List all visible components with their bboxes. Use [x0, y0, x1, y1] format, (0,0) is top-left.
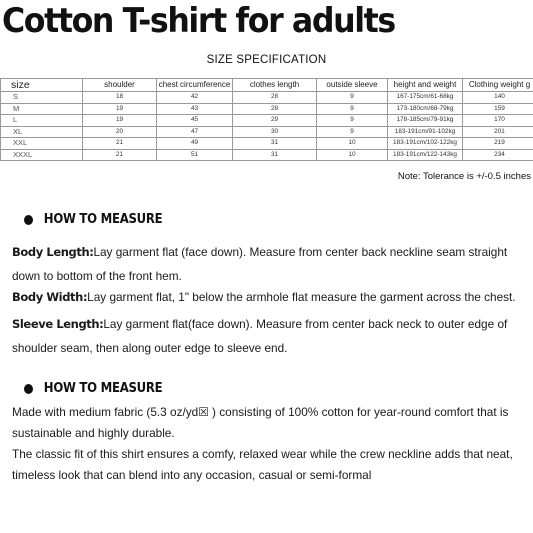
body-width-text: Lay garment flat, 1" below the armhole flat measure the garment across the chest.	[87, 290, 516, 304]
table-cell: 170	[463, 115, 533, 127]
table-cell: 28	[233, 103, 317, 115]
table-cell: 9	[317, 115, 388, 127]
table-cell: 30	[233, 126, 317, 138]
table-cell: 140	[463, 92, 533, 104]
table-cell: 19	[83, 115, 157, 127]
size-table	[0, 78, 533, 161]
bullet-icon	[24, 384, 33, 394]
sleeve-length-text: Lay garment flat(face down). Measure from center back neck to outer edge of shoulder seam, then along outer edge to sleeve end.	[12, 317, 508, 355]
table-cell: 183-191cm/102-122kg	[388, 138, 463, 150]
body-length-label: Body Length:	[12, 245, 94, 259]
table-cell: 10	[317, 138, 388, 150]
table-cell: L	[1, 115, 83, 127]
table-cell: XL	[1, 126, 83, 138]
table-cell: 20	[83, 126, 157, 138]
table-cell: 183-191cm/91-102kg	[388, 126, 463, 138]
table-cell: 9	[317, 92, 388, 104]
table-cell: 9	[317, 103, 388, 115]
table-cell: 159	[463, 103, 533, 115]
how-to-measure-heading	[24, 212, 162, 227]
details-heading	[24, 381, 162, 396]
fit-paragraph: The classic fit of this shirt ensures a comfy, relaxed wear while the crew neckline adds that neat, timeless look that can blend into any occasion, casual or semi-formal	[12, 447, 513, 482]
table-cell: 28	[233, 92, 317, 104]
table-cell: 21	[83, 149, 157, 161]
bullet-icon	[24, 215, 33, 225]
table-cell: 234	[463, 149, 533, 161]
sleeve-length-instruction	[12, 312, 527, 360]
table-cell: 9	[317, 126, 388, 138]
table-row	[1, 103, 533, 115]
body-length-instruction	[12, 240, 527, 288]
table-cell: 51	[157, 149, 233, 161]
table-cell: S	[1, 92, 83, 104]
table-cell: M	[1, 103, 83, 115]
table-row	[1, 149, 533, 161]
column-header: chest circumference	[157, 79, 233, 92]
table-cell: 49	[157, 138, 233, 150]
body-length-text: Lay garment flat (face down). Measure from center back neckline seam straight down to bottom of the front hem.	[12, 245, 508, 283]
table-cell: 42	[157, 92, 233, 104]
table-cell: 201	[463, 126, 533, 138]
table-row	[1, 126, 533, 138]
table-cell: 183-191cm/122-143kg	[388, 149, 463, 161]
table-cell: 29	[233, 115, 317, 127]
column-header: outside sleeve	[317, 79, 388, 92]
table-cell: 45	[157, 115, 233, 127]
column-header: clothes length	[233, 79, 317, 92]
table-cell: 219	[463, 138, 533, 150]
table-cell: 43	[157, 103, 233, 115]
table-cell: 47	[157, 126, 233, 138]
size-specification-heading: SIZE SPECIFICATION	[206, 54, 327, 66]
table-cell: 19	[83, 103, 157, 115]
column-header: Clothing weight g	[463, 79, 533, 92]
table-cell: 21	[83, 138, 157, 150]
table-cell: 167-175cm/61-68kg	[388, 92, 463, 104]
column-header: height and weight	[388, 79, 463, 92]
table-cell: XXL	[1, 138, 83, 150]
table-cell: XXXL	[1, 149, 83, 161]
table-cell: 31	[233, 138, 317, 150]
table-cell: 178-185cm/79-91kg	[388, 115, 463, 127]
sleeve-length-label: Sleeve Length:	[12, 317, 104, 331]
table-row	[1, 92, 533, 104]
body-width-instruction	[12, 285, 527, 309]
page-title: Cotton T-shirt for adults	[2, 1, 395, 41]
table-cell: 31	[233, 149, 317, 161]
fabric-description	[12, 402, 527, 486]
table-row	[1, 138, 533, 150]
section-heading-text: HOW TO MEASURE	[43, 212, 163, 227]
table-row	[1, 115, 533, 127]
section-heading-text: HOW TO MEASURE	[43, 381, 163, 396]
body-width-label: Body Width:	[12, 290, 88, 304]
table-cell: 18	[83, 92, 157, 104]
fabric-paragraph: Made with medium fabric (5.3 oz/yd☒ ) consisting of 100% cotton for year-round comfort that is sustainable and highly durable.	[12, 405, 509, 440]
tolerance-note: Note: Tolerance is +/-0.5 inches	[397, 171, 531, 182]
table-cell: 10	[317, 149, 388, 161]
column-header: shoulder	[83, 79, 157, 92]
table-cell: 173-180cm/68-79kg	[388, 103, 463, 115]
column-header: size	[1, 79, 83, 92]
table-header-row	[1, 79, 533, 92]
